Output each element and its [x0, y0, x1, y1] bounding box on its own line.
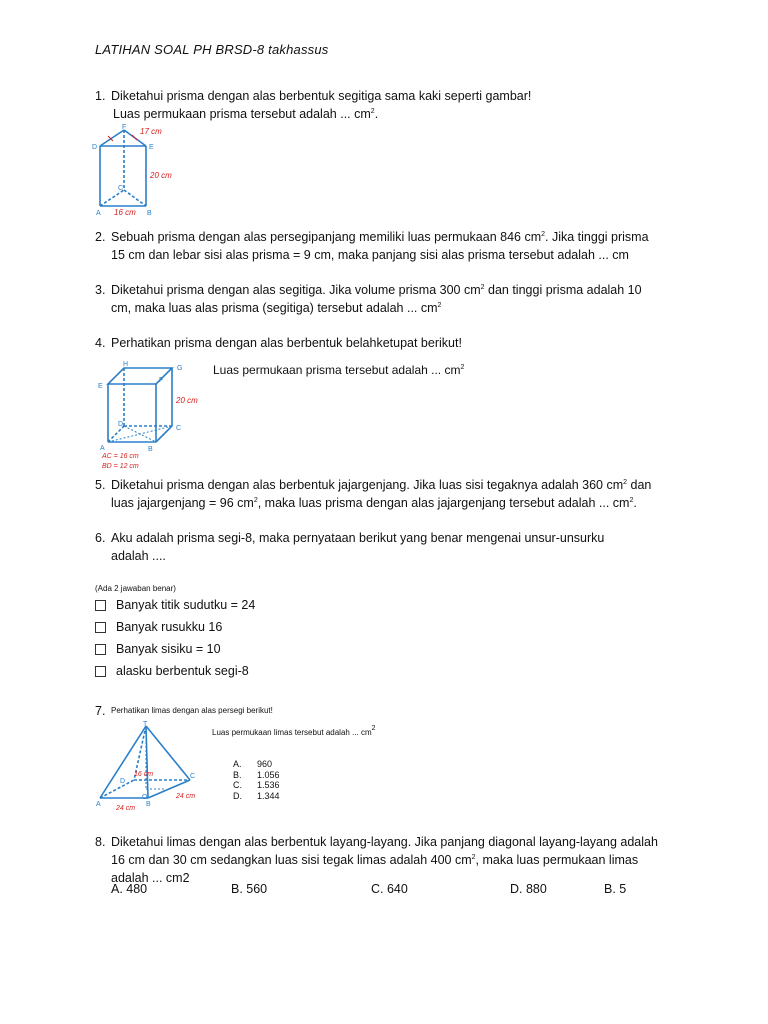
- bd-label: BD = 12 cm: [102, 463, 139, 470]
- question-text: Diketahui limas dengan alas berbentuk layang-layang. Jika panjang diagonal layang-layang adalah: [111, 835, 658, 849]
- question-text: Diketahui prisma dengan alas segitiga. Jika volume prisma 300 $cm^2$ dan tinggi prisma adalah 10: [111, 283, 642, 297]
- svg-text:F: F: [122, 124, 127, 131]
- option-b[interactable]: B. 1.056: [233, 769, 280, 780]
- question-5: 5. Diketahui prisma dengan alas berbentuk jajargenjang. Jika luas sisi tegaknya adalah 360 $cm^2$ dan luas jajargenjang = 96 $cm^2$, maka luas prisma dengan alas jajargenjang tersebut adalah ... $cm^2$.: [95, 478, 652, 510]
- rhombus-prism-figure: [96, 360, 200, 470]
- svg-text:B: B: [148, 446, 153, 453]
- base-label: 16 cm: [114, 208, 136, 217]
- svg-text:E: E: [149, 144, 154, 151]
- question-text-2: adalah ....: [111, 549, 166, 563]
- question-7-options: [233, 759, 280, 801]
- option-c[interactable]: C. 640: [371, 882, 408, 896]
- option-d[interactable]: D. 880: [510, 882, 547, 896]
- question-6: 6. Aku adalah prisma segi-8, maka pernyataan berikut yang benar mengenai unsur-unsurku adalah ....: [95, 531, 605, 563]
- option-b[interactable]: B. 560: [231, 882, 268, 896]
- svg-text:B: B: [147, 210, 152, 217]
- svg-text:D: D: [92, 144, 98, 151]
- question-4-prompt: Luas permukaan prisma tersebut adalah ... $cm^2$: [213, 363, 465, 377]
- base-label: 24 cm: [116, 805, 136, 812]
- svg-text:C: C: [118, 185, 124, 192]
- question-1: [95, 87, 715, 127]
- choice-1[interactable]: Banyak titik sudutku = 24: [95, 596, 255, 614]
- question-7: 7. Perhatikan limas dengan alas persegi berikut!: [95, 704, 273, 718]
- question-text: Aku adalah prisma segi-8, maka pernyataan berikut yang benar mengenai unsur-unsurku: [111, 531, 605, 545]
- question-8-options: [111, 882, 671, 900]
- question-text-3: adalah ... cm2: [111, 871, 190, 885]
- question-text: Diketahui prisma dengan alas berbentuk jajargenjang. Jika luas sisi tegaknya adalah 360 $cm^2$ dan: [111, 478, 652, 492]
- question-text-2: cm, maka luas alas prisma (segitiga) tersebut adalah ... $cm^2$: [111, 301, 442, 315]
- question-number: 1.: [95, 89, 106, 103]
- question-4: 4. Perhatikan prisma dengan alas berbentuk belahketupat berikut!: [95, 336, 462, 350]
- option-e[interactable]: B. 5: [604, 882, 627, 896]
- side-label: 24 cm: [176, 793, 196, 800]
- height-label: 20 cm: [150, 171, 172, 180]
- option-a[interactable]: A. 960: [233, 759, 273, 769]
- question-text: Perhatikan limas dengan alas persegi berikut!: [111, 706, 273, 715]
- worksheet-title: LATIHAN SOAL PH BRSD-8 takhassus: [95, 42, 329, 57]
- slant-label: 16 cm: [134, 771, 154, 778]
- svg-text:A: A: [100, 445, 105, 452]
- option-a[interactable]: A. 480: [111, 882, 148, 896]
- question-3: 3. Diketahui prisma dengan alas segitiga. Jika volume prisma 300 $cm^2$ dan tinggi prisma adalah 10 cm, maka luas alas prisma (segitiga) tersebut adalah ... $cm^2$: [95, 283, 642, 315]
- option-c[interactable]: C. 1.536: [233, 780, 280, 790]
- svg-text:G: G: [177, 365, 183, 372]
- question-text: Diketahui prisma dengan alas berbentuk segitiga sama kaki seperti gambar!: [111, 89, 532, 103]
- checkbox[interactable]: [95, 600, 106, 611]
- answer-note: (Ada 2 jawaban benar): [95, 584, 176, 593]
- svg-text:A: A: [96, 801, 101, 808]
- question-text-2: 16 cm dan 30 cm sedangkan luas sisi tegak limas adalah 400 $cm^2$, maka luas permukaan limas: [111, 853, 639, 867]
- height-label: 20 cm: [176, 396, 198, 405]
- svg-text:E: E: [98, 383, 103, 390]
- svg-text:O: O: [142, 794, 148, 801]
- question-2: 2. Sebuah prisma dengan alas persegipanjang memiliki luas permukaan 846 $cm^2$. Jika tinggi prisma 15 cm dan lebar sisi alas prisma = 9 cm, maka panjang sisi alas prisma tersebut adalah ... cm: [95, 230, 649, 262]
- choice-2[interactable]: Banyak rusukku 16: [95, 618, 222, 636]
- svg-text:C: C: [190, 773, 196, 780]
- option-d[interactable]: D. 1.344: [233, 790, 280, 801]
- svg-text:H: H: [123, 361, 129, 368]
- svg-text:B: B: [146, 801, 151, 808]
- top-edge-label: 17 cm: [140, 127, 162, 136]
- svg-text:D: D: [118, 421, 124, 428]
- svg-text:F: F: [159, 377, 164, 384]
- choice-4[interactable]: alasku berbentuk segi-8: [95, 662, 249, 680]
- checkbox[interactable]: [95, 666, 106, 677]
- choice-3[interactable]: Banyak sisiku = 10: [95, 640, 221, 658]
- svg-text:D: D: [120, 778, 126, 785]
- question-text-2: luas jajargenjang = 96 $cm^2$, maka luas prisma dengan alas jajargenjang tersebut adalah ... $cm^2$.: [111, 496, 637, 510]
- svg-text:C: C: [176, 425, 182, 432]
- question-text: Perhatikan prisma dengan alas berbentuk belahketupat berikut!: [111, 336, 462, 350]
- question-text-2: 15 cm dan lebar sisi alas prisma = 9 cm, maka panjang sisi alas prisma tersebut adalah ... cm: [111, 248, 629, 262]
- svg-text:A: A: [96, 210, 101, 217]
- question-text: Sebuah prisma dengan alas persegipanjang memiliki luas permukaan 846 $cm^2$. Jika tinggi prisma: [111, 230, 649, 244]
- svg-text:T: T: [143, 721, 148, 728]
- question-text-2: Luas permukaan prisma tersebut adalah ... $cm^2$.: [113, 107, 379, 121]
- checkbox[interactable]: [95, 644, 106, 655]
- triangular-prism-figure: [92, 124, 184, 220]
- question-8: 8. Diketahui limas dengan alas berbentuk layang-layang. Jika panjang diagonal layang-layang adalah 16 cm dan 30 cm sedangkan luas sisi tegak limas adalah 400 $cm^2$, maka luas permukaan limas adalah ... cm2: [95, 835, 658, 885]
- question-7-prompt: Luas permukaan limas tersebut adalah ... $cm^2$: [212, 725, 376, 737]
- ac-label: AC = 16 cm: [102, 453, 139, 460]
- square-pyramid-figure: [92, 720, 212, 812]
- checkbox[interactable]: [95, 622, 106, 633]
